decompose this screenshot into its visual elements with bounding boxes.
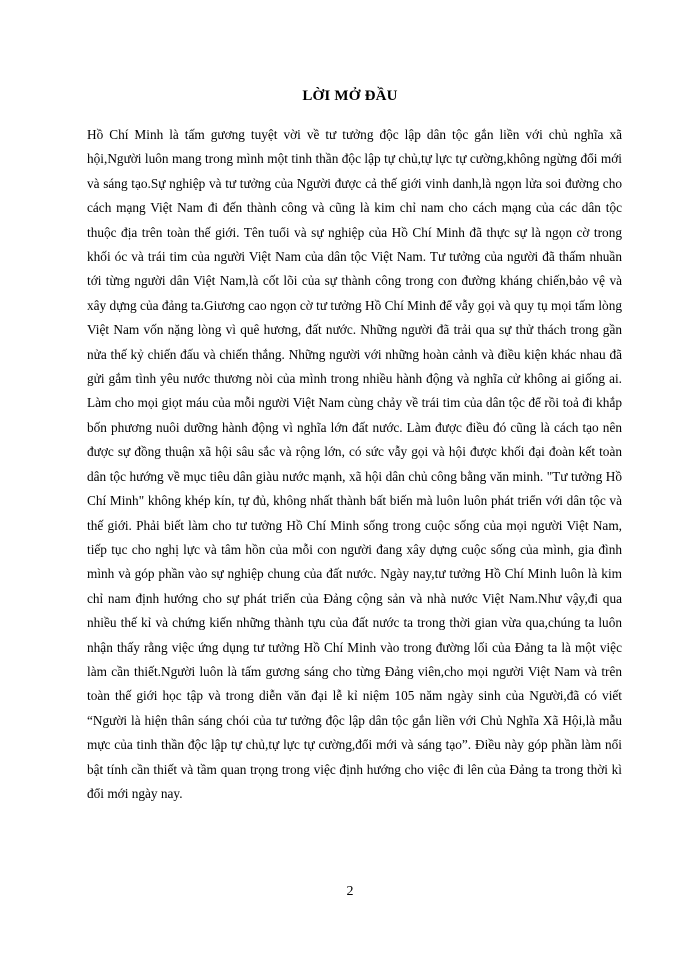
- body-paragraph: Hồ Chí Minh là tấm gương tuyệt vời về tư tưởng độc lập dân tộc gắn liền với chủ nghĩa xã hội,Người luôn mang trong mình một tinh thần độc lập tự chủ,tự lực tự cường,không ngừng đổi mới và sáng tạo.Sự nghiệp và tư tưởng của Người được cả thế giới vinh danh,là ngọn lửa soi đường cho cách mạng Việt Nam đi đến thành công và cũng là kim chỉ nam cho cách mạng của các dân tộc thuộc địa trên toàn thế giới. Tên tuổi và sự nghiệp của Hồ Chí Minh đã thực sự là ngọn cờ trong khối óc và trái tim của người Việt Nam của dân tộc Việt Nam. Tư tưởng của người đã thấm nhuần tới từng người dân Việt Nam,là cốt lõi của sự thành công trong con đường kháng chiến,bảo vệ và xây dựng của đảng ta.Giương cao ngọn cờ tư tưởng Hồ Chí Minh để vẫy gọi và quy tụ mọi tấm lòng Việt Nam vốn nặng lòng vì quê hương, đất nước. Những người đã trải qua sự thử thách trong gần nửa thế kỷ chiến đấu và chiến thắng. Những người với những hoàn cảnh và điều kiện khác nhau đã gửi gắm tình yêu nước thương nòi của mình trong nhiều hành động và nghĩa cử không ai giống ai. Làm cho mọi giọt máu của mỗi người Việt Nam cùng chảy về trái tim của dân tộc để rồi toả đi khắp bốn phương nuôi dưỡng hành động vì nghĩa lớn đất nước. Làm được điều đó cũng là cách tạo nên được sự đồng thuận xã hội sâu sắc và rộng lớn, có sức vẫy gọi và hội được khối đại đoàn kết toàn dân tộc hướng về mục tiêu dân giàu nước mạnh, xã hội dân chủ công bằng văn minh. "Tư tưởng Hồ Chí Minh" không khép kín, tự đủ, không nhất thành bất biến mà luôn luôn phát triển với dân tộc và thế giới. Phải biết làm cho tư tưởng Hồ Chí Minh sống trong cuộc sống của mọi người Việt Nam, tiếp tục cho nghị lực và tâm hồn của mỗi con người đang xây dựng cuộc sống của mình, gia đình mình và góp phần vào sự nghiệp chung của đất nước. Ngày nay,tư tưởng Hồ Chí Minh luôn là kim chỉ nam định hướng cho sự phát triển của Đảng cộng sản và nhà nước Việt Nam.Như vậy,đi qua nhiều thế kỉ và chứng kiến những thành tựu của đất nước ta trong thời gian vừa qua,chúng ta luôn nhận thấy rằng việc ứng dụng tư tưởng Hồ Chí Minh vào trong đường lối của Đảng ta là một việc làm cần thiết.Người luôn là tấm gương sáng cho từng Đảng viên,cho mọi người Việt Nam và trên toàn thế giới học tập và trong diễn văn đại lễ kỉ niệm 105 năm ngày sinh của Người,đã có viết “Người là hiện thân sáng chói của tư tưởng độc lập dân tộc gắn liền với Chủ Nghĩa Xã Hội,là mẫu mực của tinh thần độc lập tự chủ,tự lực tự cường,đổi mới và sáng tạo”. Điều này góp phần làm nổi bật tính cần thiết và tầm quan trọng trong việc định hướng cho việc đi lên của Đảng ta trong thời kì đổi mới ngày nay.: [87, 127, 622, 801]
- page-number: 2: [346, 884, 354, 899]
- page-title: LỜI MỞ ĐẦU: [302, 88, 398, 104]
